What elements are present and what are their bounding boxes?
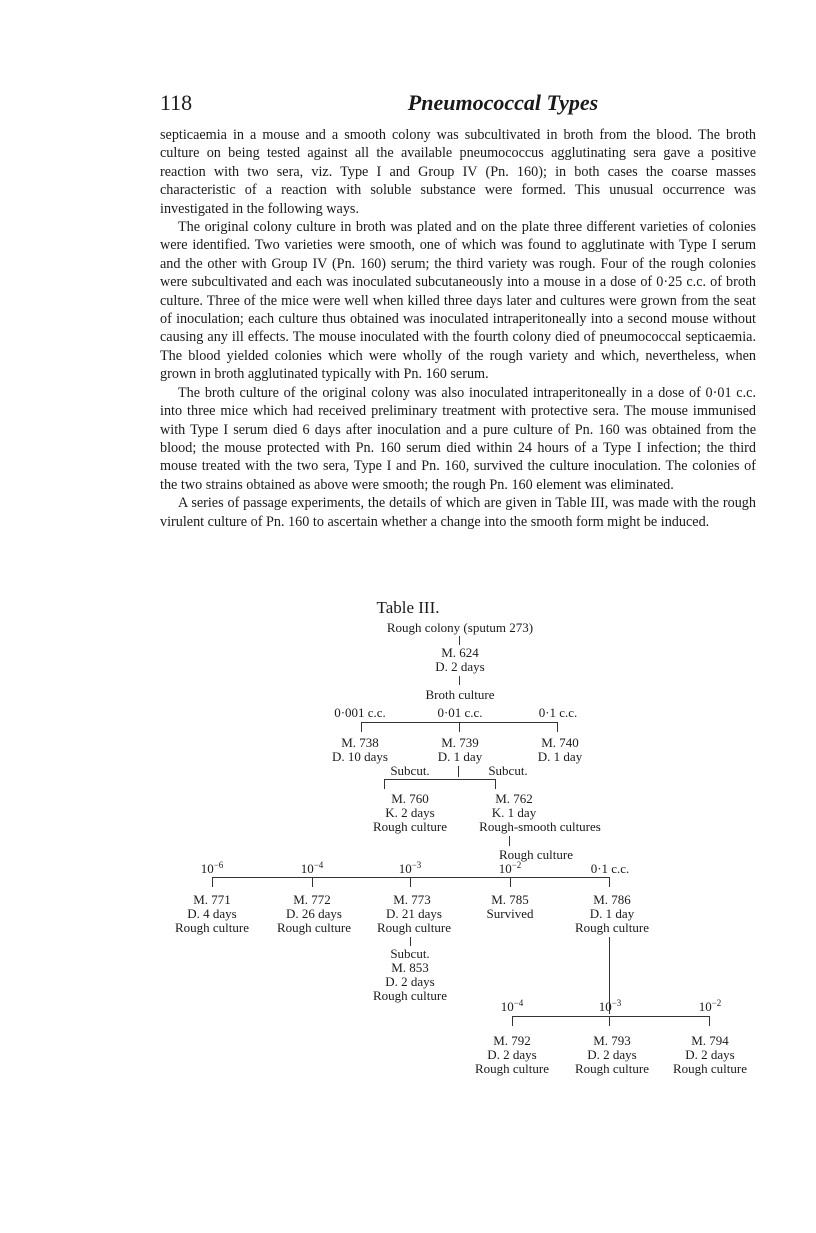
node-line: Rough culture (498, 847, 574, 862)
node-line: Subcut. (390, 763, 430, 778)
running-header (160, 90, 756, 120)
connector (410, 877, 411, 887)
table-title: Table III. (376, 598, 440, 617)
node-line: Broth culture (425, 687, 495, 702)
node-line: M. 785 (491, 892, 529, 907)
dose-label: 0·01 c.c. (437, 705, 483, 720)
node-line: M. 760 (391, 791, 429, 806)
node-line: M. 740 (541, 735, 579, 750)
dose-label: $10^{-4}$ (500, 998, 524, 1014)
dose-label: $10^{-3}$ (398, 860, 422, 876)
node-line: Subcut. (390, 946, 430, 961)
node-line: Rough-smooth cultures (479, 819, 601, 834)
dose-label: $10^{-3}$ (598, 998, 622, 1014)
node-line: D. 21 days (386, 906, 442, 921)
node-line: Rough culture (372, 819, 448, 834)
dose-label: $10^{-2}$ (498, 860, 522, 876)
connector (212, 877, 213, 887)
connector (384, 779, 496, 780)
node-line: D. 1 day (437, 749, 483, 764)
node-line: D. 26 days (286, 906, 342, 921)
node-line: D. 1 day (537, 749, 583, 764)
node-line: M. 786 (593, 892, 631, 907)
dose-label: $10^{-4}$ (300, 860, 324, 876)
node-line: M. 739 (441, 735, 479, 750)
paragraph: The original colony culture in broth was plated and on the plate three different varieties of colonies were identified. Two varieties were smooth, one of which was found to agglutinate with Type I serum and the other with Group IV (Pn. 160) serum; the third variety was rough. Four of the rough colonies were subcultivated and each was inoculated subcutaneously into a mouse in a dose of 0·25 c.c. of broth culture. Three of the mice were well when killed three days later and cultures were grown from the seat of inoculation; each culture thus obtained was inoculated intraperitoneally into a second mouse without causing any ill effects. The mouse inoculated with the fourth colony died of pneumococcal septicaemia. The blood yielded colonies which were wholly of the rough variety and which, nevertheless, when grown in broth agglutinated typically with Pn. 160 serum. (160, 219, 756, 383)
root-node: Rough colony (sputum 273) (386, 620, 534, 635)
connector (312, 877, 313, 887)
node-line: Rough culture (376, 920, 452, 935)
node-line: M. 738 (341, 735, 379, 750)
connector (495, 779, 496, 789)
page-number: 118 (160, 90, 193, 115)
paragraph: septicaemia in a mouse and a smooth colony was subcultivated in broth from the blood. The broth culture on being tested against all the available pneumococcus agglutinating sera gave a positive reaction with two sera, viz. Type I and Group IV (Pn. 160); in both cases the coarse masses characteristic of a reaction with soluble substance were formed. This unusual occurrence was investigated in the following ways. (160, 127, 756, 217)
connector (609, 1016, 610, 1026)
node-line: M. 771 (193, 892, 231, 907)
dose-label: $10^{-2}$ (698, 998, 722, 1014)
body-text (160, 126, 756, 531)
connector (458, 766, 459, 777)
node-line: Subcut. (488, 763, 528, 778)
node-line: Rough culture (276, 920, 352, 935)
connector (459, 722, 460, 732)
node-line: M. 772 (293, 892, 331, 907)
connector (709, 1016, 710, 1026)
node-line: M. 773 (393, 892, 431, 907)
node-line: M. 793 (593, 1033, 631, 1048)
node-line: D. 2 days (435, 659, 485, 674)
node-line: M. 794 (691, 1033, 729, 1048)
node-line: Rough culture (672, 1061, 748, 1076)
node-line: D. 4 days (187, 906, 237, 921)
node-line: Rough culture (574, 1061, 650, 1076)
node-line: M. 792 (493, 1033, 531, 1048)
node-line: Rough culture (174, 920, 250, 935)
node-line: M. 624 (441, 645, 479, 660)
node-line: M. 762 (495, 791, 533, 806)
paragraph: A series of passage experiments, the details of which are given in Table III, was made with the rough virulent culture of Pn. 160 to ascertain whether a change into the smooth form might be induced. (160, 495, 756, 530)
node-line: Survived (486, 906, 534, 921)
running-title: Pneumococcal Types (407, 90, 599, 115)
node-line: M. 853 (391, 960, 429, 975)
node-line: K. 1 day (491, 805, 537, 820)
connector (509, 836, 510, 846)
node-line: D. 2 days (685, 1047, 735, 1062)
connector (384, 779, 385, 789)
paragraph: The broth culture of the original colony was also inoculated intraperitoneally in a dose of 0·01 c.c. into three mice which had received preliminary treatment with protective sera. The mouse immunised with Type I serum died 6 days after inoculation and a pure culture of Pn. 160 was obtained from the blood; the mouse protected with Pn. 160 serum died within 24 hours of a Type I infection; the third mouse treated with the two sera, Type I and Pn. 160, survived the culture inoculation. The colonies of the two strains obtained as above were smooth; the rough Pn. 160 element was eliminated. (160, 384, 756, 493)
connector (459, 636, 460, 645)
node-line: Rough culture (474, 1061, 550, 1076)
connector (609, 877, 610, 887)
connector (557, 722, 558, 732)
connector (512, 1016, 710, 1017)
connector (510, 877, 511, 887)
node-line: D. 2 days (385, 974, 435, 989)
connector (410, 937, 411, 946)
connector (459, 676, 460, 685)
dose-label: 0·1 c.c. (538, 705, 578, 720)
node-line: D. 10 days (332, 749, 388, 764)
node-line: Rough culture (574, 920, 650, 935)
dose-label: $10^{-6}$ (200, 860, 224, 876)
node-line: K. 2 days (385, 805, 435, 820)
dose-label: 0·001 c.c. (334, 705, 386, 720)
node-line: D. 2 days (487, 1047, 537, 1062)
node-line: D. 1 day (589, 906, 635, 921)
connector (512, 1016, 513, 1026)
node-line: D. 2 days (587, 1047, 637, 1062)
node-line: Rough culture (372, 988, 448, 1003)
dose-label: 0·1 c.c. (590, 861, 630, 876)
connector (361, 722, 362, 732)
